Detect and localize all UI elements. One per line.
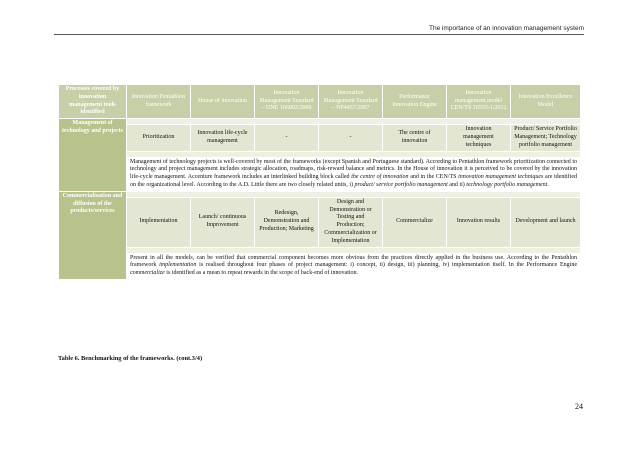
table-row: [59, 125, 581, 151]
header-divider: [54, 34, 584, 35]
table-cell: Design and Demonstration or Testing and Production; Commercialization or Implementation: [319, 197, 383, 247]
running-header: The importance of an innovation management system: [428, 25, 584, 32]
page-number: 24: [575, 402, 583, 411]
table-cell: Implementation: [127, 197, 191, 247]
row-note: Management of technology projects is well-covered by most of the frameworks (except Spanish and Portuguese standard). According to Pentathlon framework prioritization connected to technology and project management includes strategic allocation, roadmaps, risk-reward balance and metrics. In the House of innovation it is perceived to be covered by the innovation life-cycle management. Accenture framework includes an interlinked building block called the centre of innovation and in the CEN/TS innovation management techniques are identified on the organizational level. According to the A.D. Little there are two closely related units, i) product/ service portfolio management and ii) technology portfolio management.: [127, 157, 581, 191]
row-label: Management of technology and projects: [59, 119, 127, 192]
column-header: Innovation management model CEN/TS 16555-1:2012: [447, 85, 511, 119]
table-cell: Prioritization: [127, 125, 191, 151]
table-note-row: [59, 157, 581, 191]
row-note: Present in all the models, can be verified that commercial component becomes more obvious from the practices directly applied in the business use. According to the Pentathlon framework implementation is realised throughout four phases of project management: i) concept, ii) design, iii) planning, iv) implementation itself. In the Performance Engine commercialize is identified as a mean to repeat rewards in the scope of back-end of innovation.: [127, 253, 581, 279]
table-row: [59, 197, 581, 247]
table-cell: Commercialize: [383, 197, 447, 247]
column-header: Innovation Management Standard – UNE 166002:2006: [255, 85, 319, 119]
table-cell: Redesign, Demonstration and Production; Marketing: [255, 197, 319, 247]
table-cell: Innovation management techniques: [447, 125, 511, 151]
table-note-row: [59, 253, 581, 279]
column-header: Performance Innovation Engine: [383, 85, 447, 119]
table-caption: Table 6. Benchmarking of the frameworks. (cont.3/4): [58, 355, 203, 362]
table-cell: Development and launch: [511, 197, 581, 247]
table-cell: Innovation results: [447, 197, 511, 247]
column-header: Processes covered by innovation management tools identified: [59, 85, 127, 119]
table-cell: Launch/ continuous Improvement: [191, 197, 255, 247]
column-header: Innovation Management Standard – NP4457:2007: [319, 85, 383, 119]
table-cell: Innovation life-cycle management: [191, 125, 255, 151]
table-header-row: [59, 85, 581, 119]
table-cell: -: [255, 125, 319, 151]
column-header: House of innovation: [191, 85, 255, 119]
table-cell: The centre of innovation: [383, 125, 447, 151]
benchmark-table: [58, 84, 581, 280]
column-header: Innovation Excellence Model: [511, 85, 581, 119]
table-cell: -: [319, 125, 383, 151]
table-cell: Product/ Service Portfolio Management; Technology portfolio management: [511, 125, 581, 151]
column-header: Innovation Pentathlon framework: [127, 85, 191, 119]
row-label: Commercialisation and diffusion of the products/services: [59, 191, 127, 279]
